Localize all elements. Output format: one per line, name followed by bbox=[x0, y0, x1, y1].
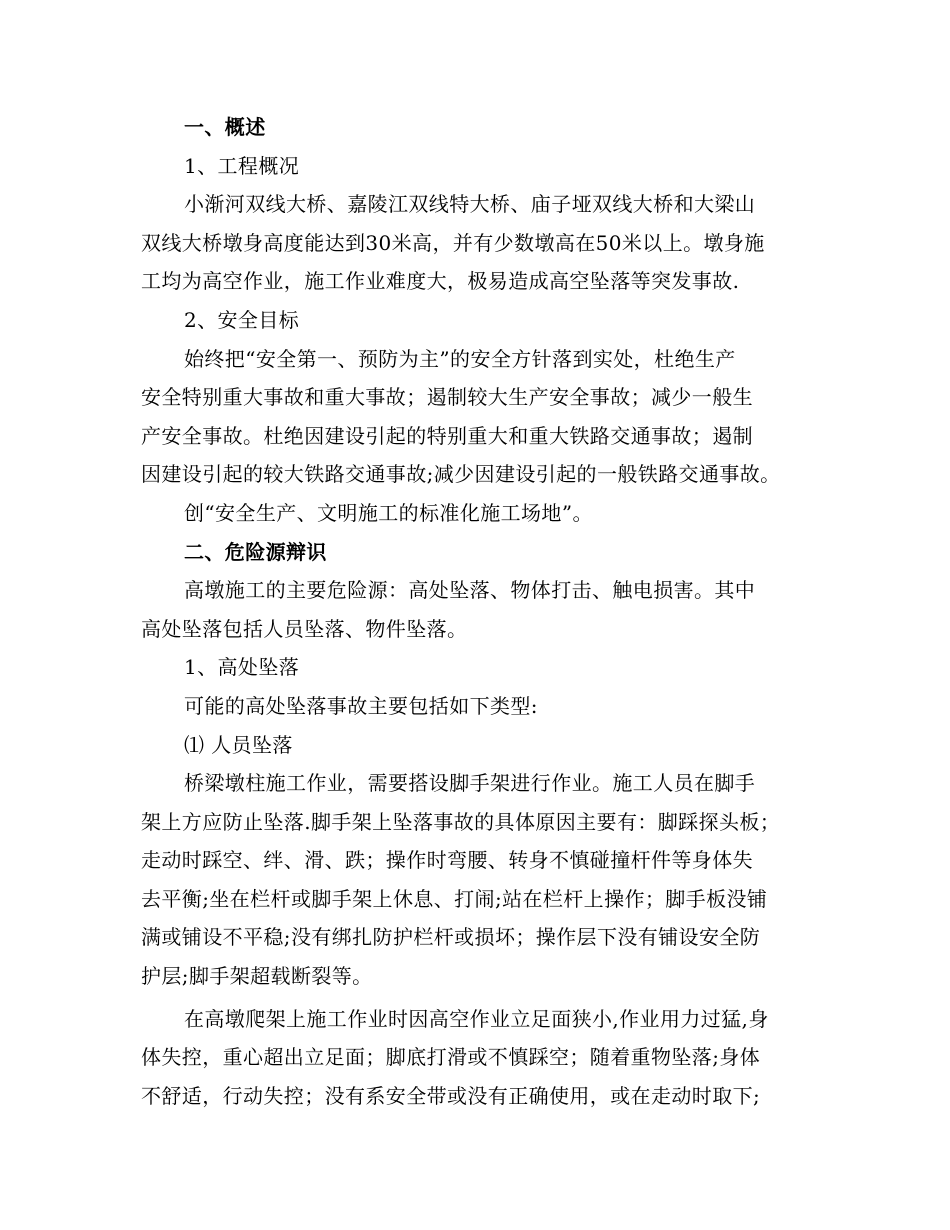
paragraph-line: 工均为高空作业，施工作业难度大，极易造成高空坠落等突发事故. bbox=[141, 269, 740, 294]
paragraph-line: 架上方应防止坠落.脚手架上坠落事故的具体原因主要有：脚踩探头板； bbox=[141, 809, 781, 834]
paragraph-line: 小渐河双线大桥、嘉陵江双线特大桥、庙子垭双线大桥和大梁山 bbox=[184, 192, 756, 217]
paragraph-line: 走动时踩空、绊、滑、跌；操作时弯腰、转身不慎碰撞杆件等身体失 bbox=[141, 848, 753, 873]
paragraph-line: 高处坠落包括人员坠落、物件坠落。 bbox=[141, 616, 468, 641]
paragraph-line: 桥梁墩柱施工作业，需要搭设脚手架进行作业。施工人员在脚手 bbox=[184, 771, 756, 796]
subheading-falls-from-height: 1、高处坠落 bbox=[184, 655, 300, 680]
subheading-personnel-falls: ⑴ 人员坠落 bbox=[184, 732, 293, 757]
paragraph-line: 高墩施工的主要危险源：高处坠落、物体打击、触电损害。其中 bbox=[184, 578, 756, 603]
paragraph-line: 产安全事故。杜绝因建设引起的特别重大和重大铁路交通事故；遏制 bbox=[141, 423, 753, 448]
subheading-project-overview: 1、工程概况 bbox=[184, 153, 300, 178]
paragraph-line: 双线大桥墩身高度能达到30米高，并有少数墩高在50米以上。墩身施 bbox=[141, 230, 765, 255]
document-body bbox=[141, 108, 813, 1115]
paragraph-line: 在高墩爬架上施工作业时因高空作业立足面狭小,作业用力过猛,身 bbox=[184, 1006, 769, 1031]
subheading-safety-goals: 2、安全目标 bbox=[184, 307, 300, 332]
paragraph-line: 因建设引起的较大铁路交通事故;减少因建设引起的一般铁路交通事故。 bbox=[141, 462, 781, 487]
paragraph-line: 安全特别重大事故和重大事故；遏制较大生产安全事故；减少一般生 bbox=[141, 385, 753, 410]
paragraph-line: 体失控，重心超出立足面；脚底打滑或不慎踩空；随着重物坠落;身体 bbox=[141, 1045, 761, 1070]
section-heading-hazard-identification: 二、危险源辩识 bbox=[184, 539, 327, 564]
paragraph-line: 去平衡;坐在栏杆或脚手架上休息、打闹;站在栏杆上操作；脚手板没铺 bbox=[141, 886, 768, 911]
paragraph-line: 护层;脚手架超载断裂等。 bbox=[141, 964, 373, 989]
paragraph-line: 可能的高处坠落事故主要包括如下类型: bbox=[184, 693, 538, 718]
paragraph-line: 不舒适，行动失控；没有系安全带或没有正确使用，或在走动时取下; bbox=[141, 1083, 761, 1108]
paragraph-line: 满或铺设不平稳;没有绑扎防护栏杆或损坏；操作层下没有铺设安全防 bbox=[141, 925, 761, 950]
paragraph-line: 始终把“安全第一、预防为主”的安全方针落到实处，杜绝生产 bbox=[184, 346, 736, 371]
paragraph-line: 创“安全生产、文明施工的标准化施工场地”。 bbox=[184, 500, 593, 525]
section-heading-overview: 一、概述 bbox=[184, 115, 266, 139]
